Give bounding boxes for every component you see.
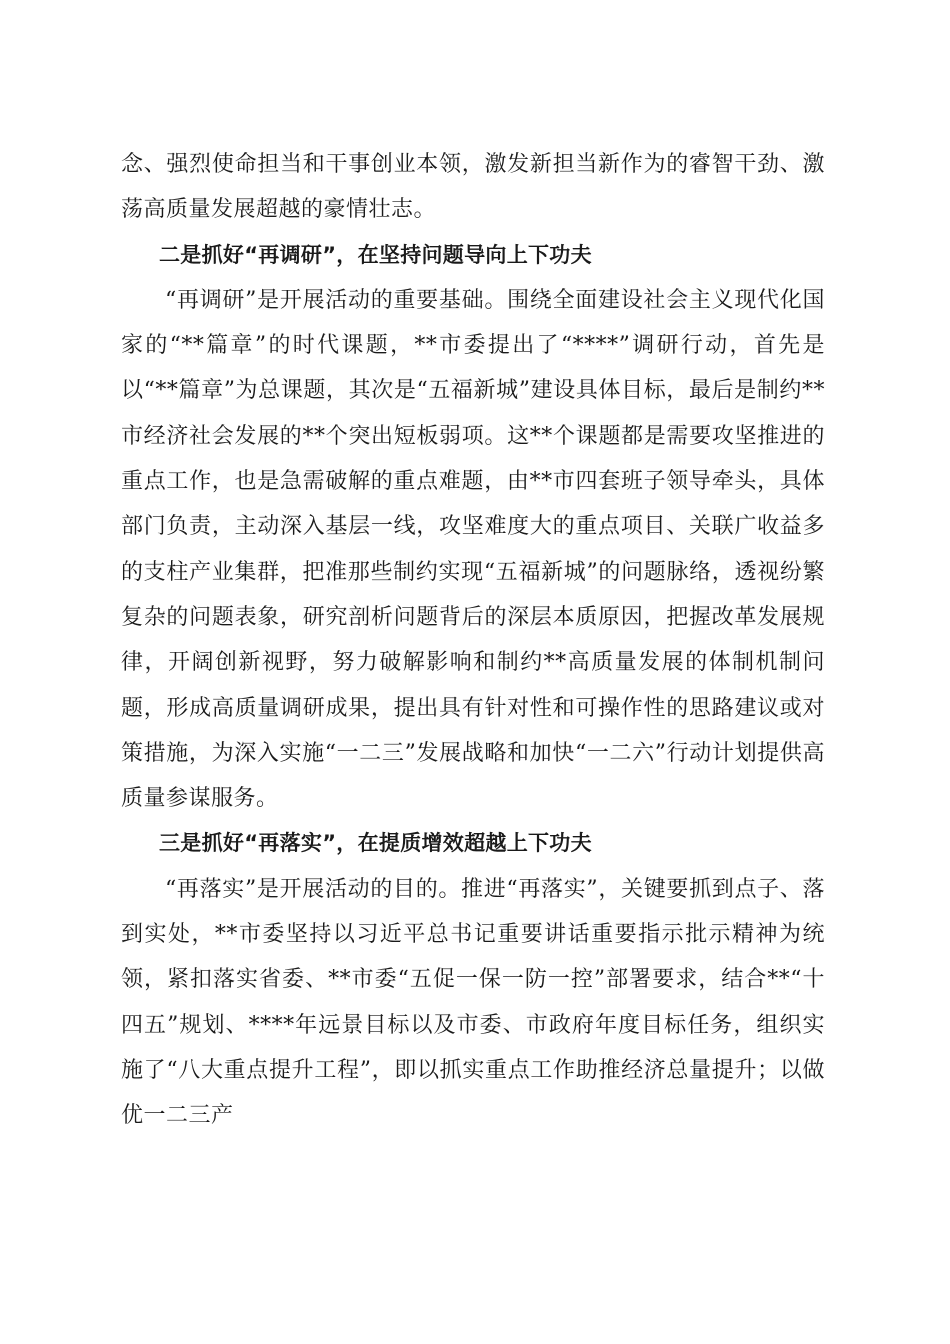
document-body: [121, 142, 825, 1139]
section-heading-research: 二是抓好“再调研”，在坚持问题导向上下功夫: [159, 242, 592, 267]
paragraph-implementation: “再落实”是开展活动的目的。推进“再落实”，关键要抓到点子、落到实处，**市委坚持以习近平总书记重要讲话重要指示批示精神为统领，紧扣落实省委、**市委“五促一保一防一控”部署要求，结合**“十四五”规划、****年远景目标以及市委、市政府年度目标任务，组织实施了“八大重点提升工程”，即以抓实重点工作助推经济总量提升；以做优一二三产: [121, 876, 825, 1129]
section-heading-implementation: 三是抓好“再落实”，在提质增效超越上下功夫: [159, 831, 592, 856]
paragraph-continued: 念、强烈使命担当和干事创业本领，激发新担当新作为的睿智干劲、激荡高质量发展超越的豪情壮志。: [121, 152, 825, 223]
paragraph-research: “再调研”是开展活动的重要基础。围绕全面建设社会主义现代化国家的“**篇章”的时代课题，**市委提出了“****”调研行动，首先是以“**篇章”为总课题，其次是“五福新城”建设具体目标，最后是制约**市经济社会发展的**个突出短板弱项。这**个课题都是需要攻坚推进的重点工作，也是急需破解的重点难题，由**市四套班子领导牵头，具体部门负责，主动深入基层一线，攻坚难度大的重点项目、关联广收益多的支柱产业集群，把准那些制约实现“五福新城”的问题脉络，透视纷繁复杂的问题表象，研究剖析问题背后的深层本质原因，把握改革发展规律，开阔创新视野，努力破解影响和制约**高质量发展的体制机制问题，形成高质量调研成果，提出具有针对性和可操作性的思路建议或对策措施，为深入实施“一二三”发展战略和加快“一二六”行动计划提供高质量参谋服务。: [121, 287, 825, 812]
